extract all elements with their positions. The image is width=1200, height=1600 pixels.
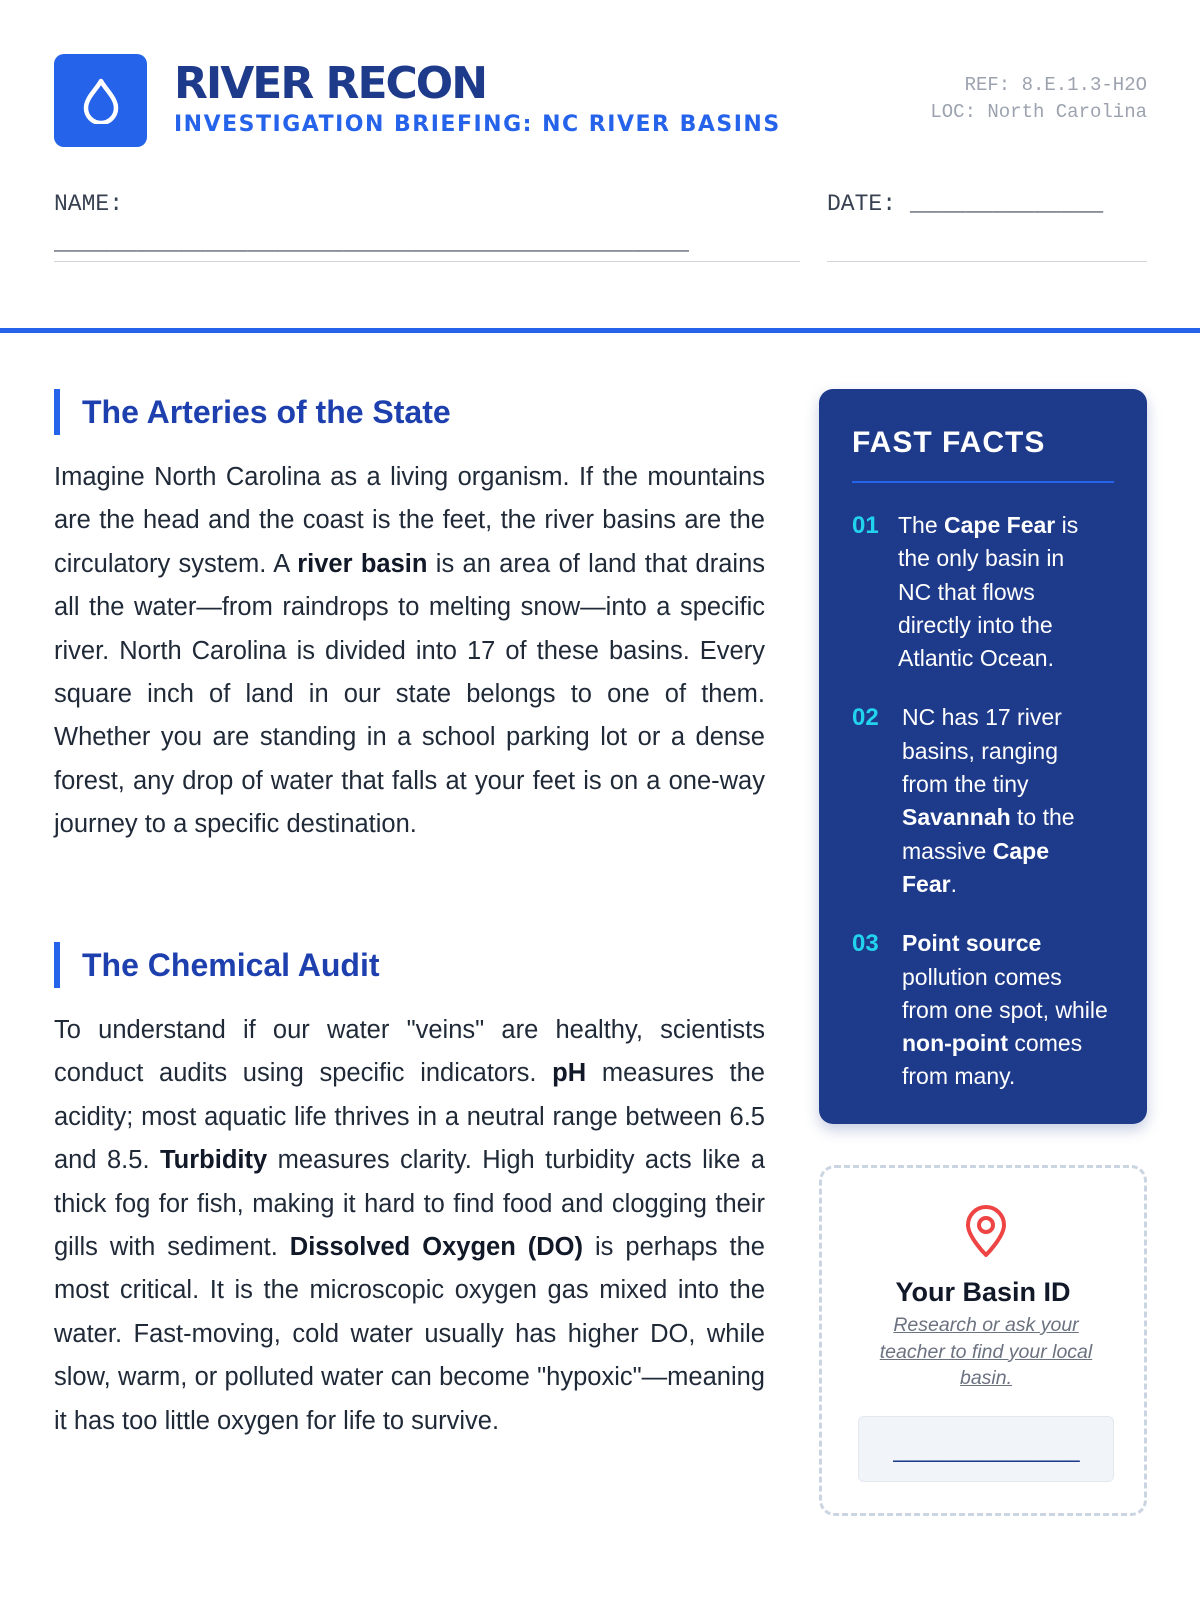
fact-number: 03 <box>852 930 879 958</box>
section-heading-chemical-audit: The Chemical Audit <box>54 942 380 988</box>
date-label: DATE: <box>827 191 897 217</box>
fact-text <box>898 509 1088 675</box>
name-field[interactable]: ______________________________________________ <box>54 230 689 256</box>
name-label: NAME: <box>54 191 124 217</box>
logo-badge <box>54 54 147 147</box>
text-segment: Imagine North Carolina as a living organism. If the mountains are the head and the coast is the feet, the river basins are the circulatory system. A <box>54 463 765 578</box>
term-turbidity: Turbidity <box>159 1146 268 1175</box>
header-divider <box>0 328 1200 333</box>
water-drop-icon <box>81 78 121 124</box>
location: LOC: North Carolina <box>930 101 1147 123</box>
text-segment: is perhaps the most critical. It is the microscopic oxygen gas mixed into the water. Fast-moving, cold water usually has higher DO, while slow, warm, or polluted water can become "hypoxic"—meaning it has too little oxygen for life to survive. <box>54 1233 765 1435</box>
fact-bold: Savannah <box>902 804 1011 831</box>
text-segment: measures the acidity; most aquatic life thrives in a neutral range between 6.5 and 8.5. <box>54 1059 765 1175</box>
reference-block <box>930 72 1147 126</box>
text-segment: measures clarity. High turbidity acts like a thick fog for fish, making it hard to find food and clogging their gills with sediment. <box>54 1146 766 1262</box>
page-title: RIVER RECON <box>174 58 487 109</box>
map-pin-icon <box>962 1204 1010 1258</box>
basin-id-card <box>819 1165 1147 1516</box>
fact-text <box>902 701 1082 901</box>
fast-facts-title: FAST FACTS <box>852 425 1114 483</box>
ref-code: REF: 8.E.1.3-H2O <box>964 74 1147 96</box>
text-segment: pollution comes from one spot, while <box>902 963 1108 1023</box>
fact-number: 01 <box>852 512 879 539</box>
term-river-basin: river basin <box>297 549 428 578</box>
text-segment: The <box>898 512 945 538</box>
date-field[interactable]: ______________ <box>910 191 1104 217</box>
fact-bold: Cape Fear <box>944 512 1056 538</box>
fact-item <box>852 927 1114 1093</box>
basin-id-title: Your Basin ID <box>895 1277 1071 1307</box>
text-segment: To understand if our water "veins" are healthy, scientists conduct audits using specific indicators. <box>54 1016 765 1088</box>
section-body-chemical-audit <box>54 1009 765 1443</box>
date-divider <box>827 261 1147 262</box>
fact-bold: Cape Fear <box>902 837 1049 897</box>
text-segment: is an area of land that drains all the water—from raindrops to melting snow—into a specific river. North Carolina is divided into 17 of these basins. Every square inch of land in our state belongs to one of them. Whether you are standing in a school parking lot or a dense forest, any drop of water that falls at your feet is on a one-way journey to a specific destination. <box>54 549 766 839</box>
name-divider <box>54 261 800 262</box>
term-ph: pH <box>552 1059 587 1088</box>
section-heading-arteries: The Arteries of the State <box>54 389 451 435</box>
basin-id-hint: Research or ask your teacher to find your local basin. <box>879 1314 1093 1389</box>
fast-facts-card <box>819 389 1147 1124</box>
text-segment: comes from many. <box>902 1030 1083 1090</box>
text-segment: to the massive <box>902 804 1075 864</box>
page-subtitle: INVESTIGATION BRIEFING: NC RIVER BASINS <box>174 112 781 137</box>
basin-id-input[interactable]: _______________ <box>858 1416 1114 1482</box>
fact-bold: Point source <box>902 930 1042 957</box>
fact-item <box>852 701 1114 901</box>
term-dissolved-oxygen: Dissolved Oxygen (DO) <box>289 1233 584 1262</box>
fact-number: 02 <box>852 704 879 732</box>
text-segment: . <box>950 870 957 897</box>
section-body-arteries <box>54 456 765 847</box>
fact-text <box>902 927 1112 1093</box>
text-segment: is the only basin in NC that flows directly into the Atlantic Ocean. <box>898 512 1079 672</box>
fact-bold: non-point <box>902 1030 1009 1057</box>
text-segment: NC has 17 river basins, ranging from the tiny <box>902 704 1062 798</box>
fact-item <box>852 509 1114 675</box>
